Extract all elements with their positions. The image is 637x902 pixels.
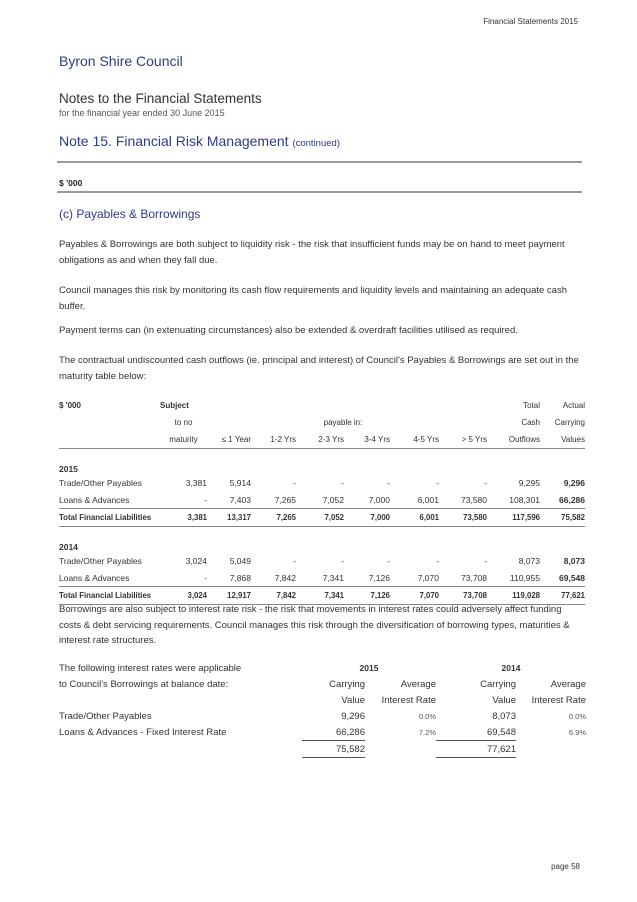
row-label: Loans & Advances xyxy=(59,494,130,505)
cell: - xyxy=(436,477,439,488)
row-label: Trade/Other Payables xyxy=(59,710,152,722)
total-label: Total Financial Liabilities xyxy=(59,587,160,605)
cell: - xyxy=(293,477,296,488)
head-4-5: 4-5 Yrs xyxy=(413,435,439,444)
head-values: Values xyxy=(561,435,585,444)
cell: 108,301 xyxy=(509,494,540,505)
cell: 110,955 xyxy=(509,572,540,583)
cell: - xyxy=(341,477,344,488)
cell: 9,295 xyxy=(518,477,540,488)
cell: 73,708 xyxy=(439,587,487,605)
maturity-header-row-3 xyxy=(59,431,585,449)
cell: 69,548 xyxy=(486,726,516,738)
rates-header-row-2 xyxy=(59,676,586,692)
row-label: Loans & Advances xyxy=(59,572,130,583)
cell: 7,000 xyxy=(368,494,390,505)
cell: 5,914 xyxy=(229,477,251,488)
cell: 7,070 xyxy=(417,572,439,583)
cell: 7,868 xyxy=(229,572,251,583)
table-row xyxy=(59,724,586,741)
note-title xyxy=(59,133,340,149)
cell: 77,621 xyxy=(540,587,585,605)
cell: 8,073 xyxy=(518,555,540,566)
cell: 12,917 xyxy=(207,587,251,605)
cell: 7,403 xyxy=(229,494,251,505)
paragraph-maturity-intro: The contractual undiscounted cash outflows (ie. principal and interest) of Council's Payables & Borrowings are set out in the maturity table below: xyxy=(59,355,579,382)
cell: 66,286 xyxy=(559,494,585,505)
head-carrying: Carrying xyxy=(554,418,585,427)
cell: 6,001 xyxy=(417,494,439,505)
maturity-header-row-2 xyxy=(59,414,585,431)
cell: 7,000 xyxy=(344,509,390,527)
cell: 7,265 xyxy=(251,509,296,527)
cell: - xyxy=(341,555,344,566)
head-to-no: to no xyxy=(174,418,193,427)
cell: 3,381 xyxy=(160,509,207,527)
document-header-label: Financial Statements 2015 xyxy=(483,17,578,26)
cell: 73,708 xyxy=(461,572,487,583)
cell: 9,296 xyxy=(563,477,585,488)
rates-intro-2: to Council's Borrowings at balance date: xyxy=(59,678,229,690)
head-value-2014: Value xyxy=(492,694,516,706)
cell: 73,580 xyxy=(461,494,487,505)
rates-year-2014: 2014 xyxy=(501,663,521,673)
total-row-2015 xyxy=(59,509,585,527)
cell: 3,381 xyxy=(185,477,207,488)
cell: 7,052 xyxy=(322,494,344,505)
head-average-2015: Average xyxy=(400,678,436,690)
head-rate-2014: Interest Rate xyxy=(531,694,586,706)
head-average-2014: Average xyxy=(550,678,586,690)
paragraph-interest-rate-risk: Borrowings are also subject to interest rate risk - the risk that movements in interest rates could adversely affect funding costs & debt servicing requirements. Council manages this risk through the diversification of borrowing types, maturities & interest rate structures. xyxy=(59,604,570,646)
cell: 7,341 xyxy=(296,587,344,605)
total-2015: 75,582 xyxy=(302,741,365,758)
cell: 7,842 xyxy=(251,587,296,605)
cell: 9,296 xyxy=(341,710,365,722)
cell: 8,073 xyxy=(563,555,585,566)
cell: 3,024 xyxy=(185,555,207,566)
table-row xyxy=(59,569,585,587)
head-outflows: Outflows xyxy=(508,435,540,444)
row-label: Trade/Other Payables xyxy=(59,555,142,566)
head-total: Total xyxy=(523,401,540,410)
council-name: Byron Shire Council xyxy=(59,53,183,69)
maturity-header-row-1 xyxy=(59,397,585,414)
head-carrying-2015: Carrying xyxy=(329,678,365,690)
year-row-2014 xyxy=(59,535,585,552)
row-label: Trade/Other Payables xyxy=(59,477,142,488)
note-continued: (continued) xyxy=(292,138,340,149)
note-title-text: Note 15. Financial Risk Management xyxy=(59,133,289,149)
paragraph-payment-terms: Payment terms can (in extenuating circumstances) also be extended & overdraft facilities utilised as required. xyxy=(59,325,518,336)
cell: 13,317 xyxy=(207,509,251,527)
head-payable-in: payable in: xyxy=(323,418,363,427)
page-number: page 58 xyxy=(551,862,580,871)
cell: 0.0% xyxy=(568,711,586,721)
year-row-2015 xyxy=(59,457,585,474)
head-cash: Cash xyxy=(521,418,540,427)
notes-title: Notes to the Financial Statements xyxy=(59,91,262,106)
head-le1: ≤ 1 Year xyxy=(221,435,251,444)
cell: 8,073 xyxy=(492,710,516,722)
total-label: Total Financial Liabilities xyxy=(59,509,160,527)
table-row xyxy=(59,474,585,491)
cell: 3,024 xyxy=(160,587,207,605)
head-actual: Actual xyxy=(562,401,585,410)
table-row xyxy=(59,552,585,569)
cell: 75,582 xyxy=(540,509,585,527)
interest-rates-table xyxy=(59,660,586,758)
total-2014: 77,621 xyxy=(436,741,516,758)
rates-header-row-3 xyxy=(59,692,586,708)
paragraph-liquidity-risk: Payables & Borrowings are both subject to liquidity risk - the risk that insufficient funds may be on hand to meet payment obligations as and when they fall due. xyxy=(59,239,565,266)
cell: 7,126 xyxy=(368,572,390,583)
section-title: (c) Payables & Borrowings xyxy=(59,207,201,221)
maturity-table xyxy=(59,397,585,605)
head-maturity: maturity xyxy=(169,435,198,444)
cell: - xyxy=(293,555,296,566)
head-carrying-2014: Carrying xyxy=(480,678,516,690)
row-label: Loans & Advances - Fixed Interest Rate xyxy=(59,726,227,738)
cell: 0.0% xyxy=(418,711,436,721)
cell: 119,028 xyxy=(487,587,540,605)
cell: - xyxy=(204,572,207,583)
rates-header-row-1 xyxy=(59,660,586,676)
cell: 73,580 xyxy=(439,509,487,527)
head-2-3: 2-3 Yrs xyxy=(318,435,344,444)
head-1-2: 1-2 Yrs xyxy=(270,435,296,444)
head-rate-2015: Interest Rate xyxy=(381,694,436,706)
paragraph-cash-flow: Council manages this risk by monitoring its cash flow requirements and liquidity levels and maintaining an adequate cash buffer. xyxy=(59,285,567,312)
cell: - xyxy=(484,477,487,488)
cell: 6.9% xyxy=(568,727,586,737)
head-3-4: 3-4 Yrs xyxy=(364,435,390,444)
year-label-2014: 2014 xyxy=(59,542,78,552)
cell: - xyxy=(204,494,207,505)
cell: 7,265 xyxy=(274,494,296,505)
rates-year-2015: 2015 xyxy=(359,663,379,673)
cell: 7,126 xyxy=(344,587,390,605)
cell: 7.2% xyxy=(418,727,436,737)
cell: - xyxy=(387,477,390,488)
maturity-unit: $ '000 xyxy=(59,401,81,410)
cell: 66,286 xyxy=(335,726,365,738)
unit-label: $ '000 xyxy=(59,178,83,188)
cell: 117,596 xyxy=(487,509,540,527)
cell: 69,548 xyxy=(559,572,585,583)
table-row xyxy=(59,708,586,724)
cell: - xyxy=(484,555,487,566)
head-gt5: > 5 Yrs xyxy=(461,435,487,444)
cell: - xyxy=(387,555,390,566)
divider-unit xyxy=(57,191,582,193)
cell: 5,049 xyxy=(229,555,251,566)
table-row xyxy=(59,491,585,509)
year-label-2015: 2015 xyxy=(59,464,78,474)
rates-intro-1: The following interest rates were applicable xyxy=(59,662,242,674)
head-value-2015: Value xyxy=(341,694,365,706)
cell: 7,070 xyxy=(390,587,439,605)
head-subject: Subject xyxy=(160,401,189,410)
divider-top xyxy=(57,161,582,163)
cell: 6,001 xyxy=(390,509,439,527)
cell: 7,052 xyxy=(296,509,344,527)
notes-subtitle: for the financial year ended 30 June 2015 xyxy=(59,108,225,118)
rates-total-row xyxy=(59,741,586,758)
cell: 7,341 xyxy=(322,572,344,583)
cell: 7,842 xyxy=(274,572,296,583)
cell: - xyxy=(436,555,439,566)
